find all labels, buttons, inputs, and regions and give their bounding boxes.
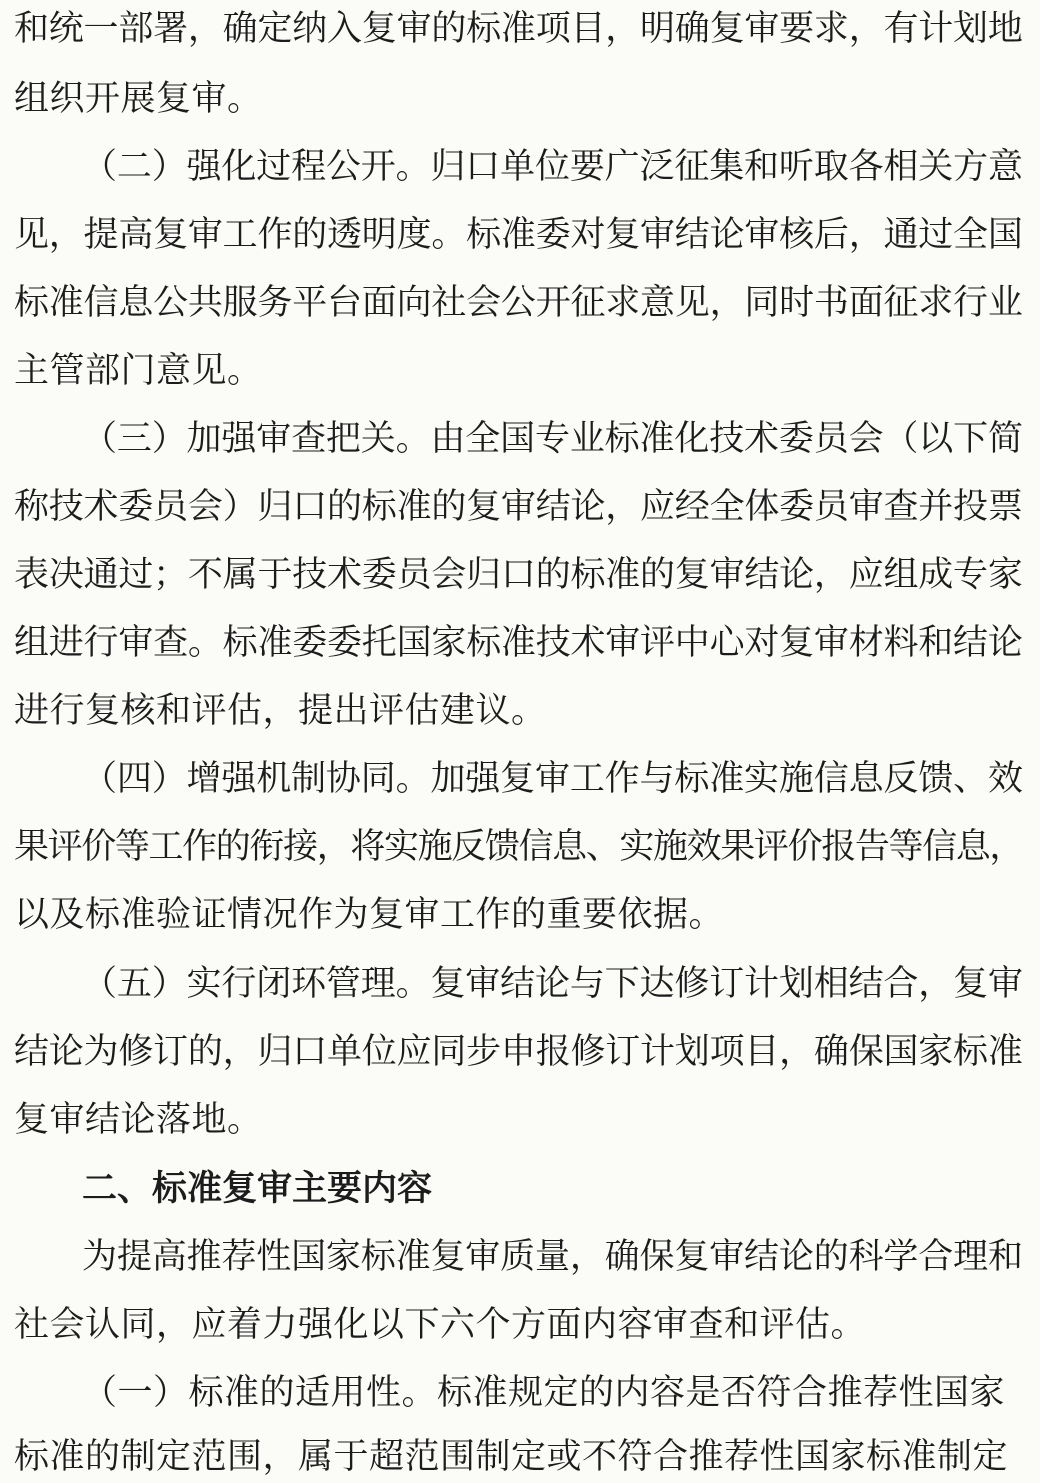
section-heading: 二、标准复审主要内容	[82, 1169, 433, 1209]
text-line: 复审结论落地。	[14, 1100, 263, 1140]
text-line: 标准信息公共服务平台面向社会公开征求意见，同时书面征求行业	[14, 283, 1023, 323]
paragraph-start-line: （一）标准的适用性。标准规定的内容是否符合推荐性国家	[82, 1373, 1006, 1413]
text-line: 称技术委员会）归口的标准的复审结论，应经全体委员审查并投票	[14, 487, 1023, 527]
text-line: 以及标准验证情况作为复审工作的重要依据。	[14, 895, 725, 935]
text-line: 社会认同，应着力强化以下六个方面内容审查和评估。	[14, 1305, 867, 1345]
text-line: 果评价等工作的衔接，将实施反馈信息、实施效果评价报告等信息，	[14, 827, 1024, 867]
text-line: 进行复核和评估，提出评估建议。	[14, 691, 547, 731]
paragraph-start-line: 为提高推荐性国家标准复审质量，确保复审结论的科学合理和	[82, 1237, 1023, 1277]
paragraph-start-line: （四）增强机制协同。加强复审工作与标准实施信息反馈、效	[82, 759, 1023, 799]
paragraph-start-line: （二）强化过程公开。归口单位要广泛征集和听取各相关方意	[82, 147, 1023, 187]
text-line: 主管部门意见。	[14, 351, 263, 391]
text-line: 结论为修订的，归口单位应同步申报修订计划项目，确保国家标准	[14, 1032, 1023, 1072]
text-line: 组进行审查。标准委委托国家标准技术审评中心对复审材料和结论	[14, 623, 1023, 663]
text-line: 和统一部署，确定纳入复审的标准项目，明确复审要求，有计划地	[14, 9, 1023, 49]
text-line: 表决通过；不属于技术委员会归口的标准的复审结论，应组成专家	[14, 555, 1023, 595]
text-line: 组织开展复审。	[14, 79, 263, 119]
paragraph-start-line: （三）加强审查把关。由全国专业标准化技术委员会（以下简	[82, 419, 1023, 459]
text-line: 标准的制定范围，属于超范围制定或不符合推荐性国家标准制定	[14, 1437, 1009, 1477]
paragraph-start-line: （五）实行闭环管理。复审结论与下达修订计划相结合，复审	[82, 964, 1023, 1004]
text-line: 见，提高复审工作的透明度。标准委对复审结论审核后，通过全国	[14, 215, 1023, 255]
